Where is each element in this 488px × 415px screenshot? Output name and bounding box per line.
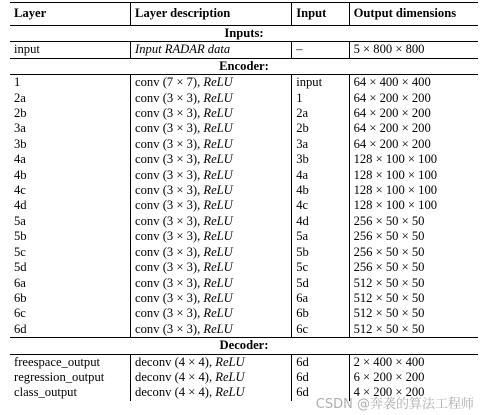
cell-output: 2 × 400 × 400: [349, 354, 478, 370]
cell-description: deconv (4 × 4), ReLU: [131, 385, 292, 400]
cell-description: conv (3 × 3), ReLU: [131, 183, 292, 198]
cell-description: conv (3 × 3), ReLU: [131, 291, 292, 306]
cell-input: 4c: [292, 198, 349, 213]
cell-kernel: (4 × 4): [174, 354, 209, 369]
cell-op: conv: [135, 275, 160, 290]
cell-activation: ReLU: [203, 244, 233, 259]
cell-layer: 1: [14, 75, 21, 90]
cell-input: 6d: [292, 370, 349, 385]
cell-output: 64 × 200 × 200: [349, 121, 478, 136]
cell-input: 5b: [292, 245, 349, 260]
cell-op: conv: [135, 244, 160, 259]
cell-description: deconv (4 × 4), ReLU: [131, 354, 292, 370]
cell-kernel: (3 × 3): [162, 121, 198, 136]
cell-output: 4 × 200 × 200: [349, 385, 478, 400]
cell-activation: ReLU: [215, 369, 245, 384]
section-row-inputs: [10, 26, 478, 42]
cell-output: 128 × 100 × 100: [349, 152, 478, 167]
section-title-decoder: Decoder:: [10, 338, 478, 354]
cell-output: 512 × 50 × 50: [349, 322, 478, 338]
cell-layer: 6b: [14, 290, 27, 305]
cell-description: conv (3 × 3), ReLU: [131, 152, 292, 167]
section-title-inputs: Inputs:: [10, 26, 478, 42]
cell-kernel: (3 × 3): [162, 321, 198, 336]
table-row: [10, 183, 478, 198]
cell-description: conv (3 × 3), ReLU: [131, 91, 292, 106]
table-body: [10, 26, 478, 401]
cell-op: conv: [135, 198, 160, 213]
table-row: [10, 106, 478, 121]
cell-kernel: (3 × 3): [162, 260, 198, 275]
cell-op: conv: [135, 290, 160, 305]
cell-activation: ReLU: [203, 152, 233, 167]
table-row: [10, 322, 478, 338]
cell-layer: freespace_output: [14, 354, 101, 369]
cell-kernel: (3 × 3): [162, 167, 198, 182]
table-row: [10, 306, 478, 321]
cell-kernel: (3 × 3): [162, 275, 198, 290]
cell-op: conv: [135, 106, 160, 121]
cell-layer: 3b: [14, 136, 27, 151]
cell-layer: 3a: [14, 121, 26, 136]
cell-kernel: (3 × 3): [162, 136, 198, 151]
cell-op: deconv: [135, 354, 172, 369]
cell-input: 3a: [292, 137, 349, 152]
cell-layer: 6d: [14, 321, 27, 336]
cell-op: conv: [135, 152, 160, 167]
section-row-decoder: [10, 338, 478, 354]
table-row: [10, 370, 478, 385]
cell-kernel: (4 × 4): [174, 385, 209, 400]
cell-activation: ReLU: [215, 354, 245, 369]
cell-output: 256 × 50 × 50: [349, 229, 478, 244]
section-row-encoder: [10, 58, 478, 74]
table-row: [10, 260, 478, 275]
cell-output: 64 × 400 × 400: [349, 75, 478, 91]
watermark: CSDN @奔袭的算法工程师: [315, 397, 474, 412]
table-row: [10, 91, 478, 106]
cell-layer: 2b: [14, 106, 27, 121]
cell-output: 256 × 50 × 50: [349, 214, 478, 229]
cell-activation: ReLU: [203, 275, 233, 290]
cell-output: 5 × 800 × 800: [349, 42, 478, 58]
cell-kernel: (3 × 3): [162, 229, 198, 244]
cell-input: 3b: [292, 152, 349, 167]
cell-input: 4a: [292, 168, 349, 183]
cell-description: conv (3 × 3), ReLU: [131, 322, 292, 338]
cell-description: conv (3 × 3), ReLU: [131, 260, 292, 275]
cell-description: conv (3 × 3), ReLU: [131, 229, 292, 244]
cell-description: conv (3 × 3), ReLU: [131, 198, 292, 213]
cell-op: conv: [135, 321, 160, 336]
cell-description: conv (3 × 3), ReLU: [131, 121, 292, 136]
table-row: [10, 291, 478, 306]
cell-op: conv: [135, 213, 160, 228]
cell-op: deconv: [135, 369, 172, 384]
cell-kernel: (7 × 7): [162, 75, 198, 90]
table-row: [10, 276, 478, 291]
cell-input: 6c: [292, 322, 349, 338]
header-layer: Layer: [10, 3, 131, 26]
cell-op: conv: [135, 121, 160, 136]
cell-input: 2b: [292, 121, 349, 136]
cell-activation: ReLU: [203, 290, 233, 305]
cell-layer: regression_output: [14, 369, 105, 384]
cell-op: deconv: [135, 385, 172, 400]
cell-input: 1: [292, 91, 349, 106]
cell-input: 4b: [292, 183, 349, 198]
layer-table: [10, 2, 478, 401]
cell-kernel: (3 × 3): [162, 290, 198, 305]
cell-kernel: (3 × 3): [162, 90, 198, 105]
cell-description: conv (3 × 3), ReLU: [131, 106, 292, 121]
header-output: Output dimensions: [349, 3, 478, 26]
cell-kernel: (3 × 3): [162, 152, 198, 167]
cell-layer: 5d: [14, 260, 27, 275]
cell-layer: 5b: [14, 229, 27, 244]
cell-op: conv: [135, 90, 160, 105]
table-row: [10, 354, 478, 370]
cell-input: 5c: [292, 260, 349, 275]
cell-op: conv: [135, 136, 160, 151]
table-row: [10, 214, 478, 229]
cell-layer: 2a: [14, 90, 26, 105]
cell-output: 512 × 50 × 50: [349, 306, 478, 321]
cell-activation: ReLU: [203, 306, 233, 321]
table-row: [10, 168, 478, 183]
table-row: [10, 42, 478, 58]
cell-description: conv (3 × 3), ReLU: [131, 245, 292, 260]
cell-activation: ReLU: [203, 121, 233, 136]
header-description: Layer description: [131, 3, 292, 26]
cell-input: 6d: [292, 354, 349, 370]
cell-activation: ReLU: [215, 385, 245, 400]
cell-layer: 4c: [14, 183, 26, 198]
cell-op: conv: [135, 260, 160, 275]
table-row: [10, 75, 478, 91]
cell-input: 6d: [292, 385, 349, 400]
cell-description: Input RADAR data: [131, 42, 292, 58]
table-row: [10, 229, 478, 244]
table-row: [10, 152, 478, 167]
cell-layer: 6c: [14, 306, 26, 321]
cell-description: deconv (4 × 4), ReLU: [131, 370, 292, 385]
cell-activation: ReLU: [203, 106, 233, 121]
cell-op: conv: [135, 75, 160, 90]
cell-kernel: (3 × 3): [162, 106, 198, 121]
cell-kernel: (3 × 3): [162, 244, 198, 259]
cell-input: 2a: [292, 106, 349, 121]
cell-kernel: (3 × 3): [162, 213, 198, 228]
cell-op: conv: [135, 167, 160, 182]
header-input: Input: [292, 3, 349, 26]
cell-layer: input: [14, 42, 40, 57]
cell-output: 512 × 50 × 50: [349, 276, 478, 291]
cell-description: conv (3 × 3), ReLU: [131, 137, 292, 152]
cell-activation: ReLU: [203, 321, 233, 336]
cell-output: 64 × 200 × 200: [349, 91, 478, 106]
cell-kernel: (3 × 3): [162, 183, 198, 198]
cell-activation: ReLU: [203, 260, 233, 275]
cell-input: 6a: [292, 291, 349, 306]
section-title-encoder: Encoder:: [10, 58, 478, 74]
cell-layer: 4a: [14, 152, 26, 167]
cell-layer: 4b: [14, 167, 27, 182]
cell-output: 128 × 100 × 100: [349, 168, 478, 183]
cell-layer: 5c: [14, 244, 26, 259]
cell-output: 128 × 100 × 100: [349, 183, 478, 198]
cell-input: 6b: [292, 306, 349, 321]
cell-activation: ReLU: [203, 198, 233, 213]
table-row: [10, 121, 478, 136]
cell-input: input: [292, 75, 349, 91]
cell-activation: ReLU: [203, 75, 233, 90]
table-row: [10, 245, 478, 260]
cell-output: 6 × 200 × 200: [349, 370, 478, 385]
cell-input: 4d: [292, 214, 349, 229]
cell-input: 5a: [292, 229, 349, 244]
table-header-row: [10, 3, 478, 26]
cell-activation: ReLU: [203, 229, 233, 244]
cell-description: conv (7 × 7), ReLU: [131, 75, 292, 91]
cell-op: conv: [135, 306, 160, 321]
cell-layer: 5a: [14, 213, 26, 228]
cell-op: conv: [135, 229, 160, 244]
cell-output: 256 × 50 × 50: [349, 260, 478, 275]
cell-activation: ReLU: [203, 136, 233, 151]
cell-description: conv (3 × 3), ReLU: [131, 214, 292, 229]
cell-activation: ReLU: [203, 167, 233, 182]
cell-output: 256 × 50 × 50: [349, 245, 478, 260]
cell-description: conv (3 × 3), ReLU: [131, 306, 292, 321]
cell-description: conv (3 × 3), ReLU: [131, 168, 292, 183]
cell-output: 128 × 100 × 100: [349, 198, 478, 213]
cell-activation: ReLU: [203, 183, 233, 198]
table-row: [10, 198, 478, 213]
cell-kernel: (3 × 3): [162, 306, 198, 321]
table-row: [10, 137, 478, 152]
cell-input: 5d: [292, 276, 349, 291]
cell-kernel: (3 × 3): [162, 198, 198, 213]
cell-layer: class_output: [14, 385, 77, 400]
cell-description: conv (3 × 3), ReLU: [131, 276, 292, 291]
cell-op: conv: [135, 183, 160, 198]
cell-output: 64 × 200 × 200: [349, 106, 478, 121]
cell-kernel: (4 × 4): [174, 369, 209, 384]
cell-activation: ReLU: [203, 90, 233, 105]
cell-input: –: [292, 42, 349, 58]
cell-output: 512 × 50 × 50: [349, 291, 478, 306]
cell-output: 64 × 200 × 200: [349, 137, 478, 152]
cell-activation: ReLU: [203, 213, 233, 228]
cell-layer: 4d: [14, 198, 27, 213]
cell-layer: 6a: [14, 275, 26, 290]
